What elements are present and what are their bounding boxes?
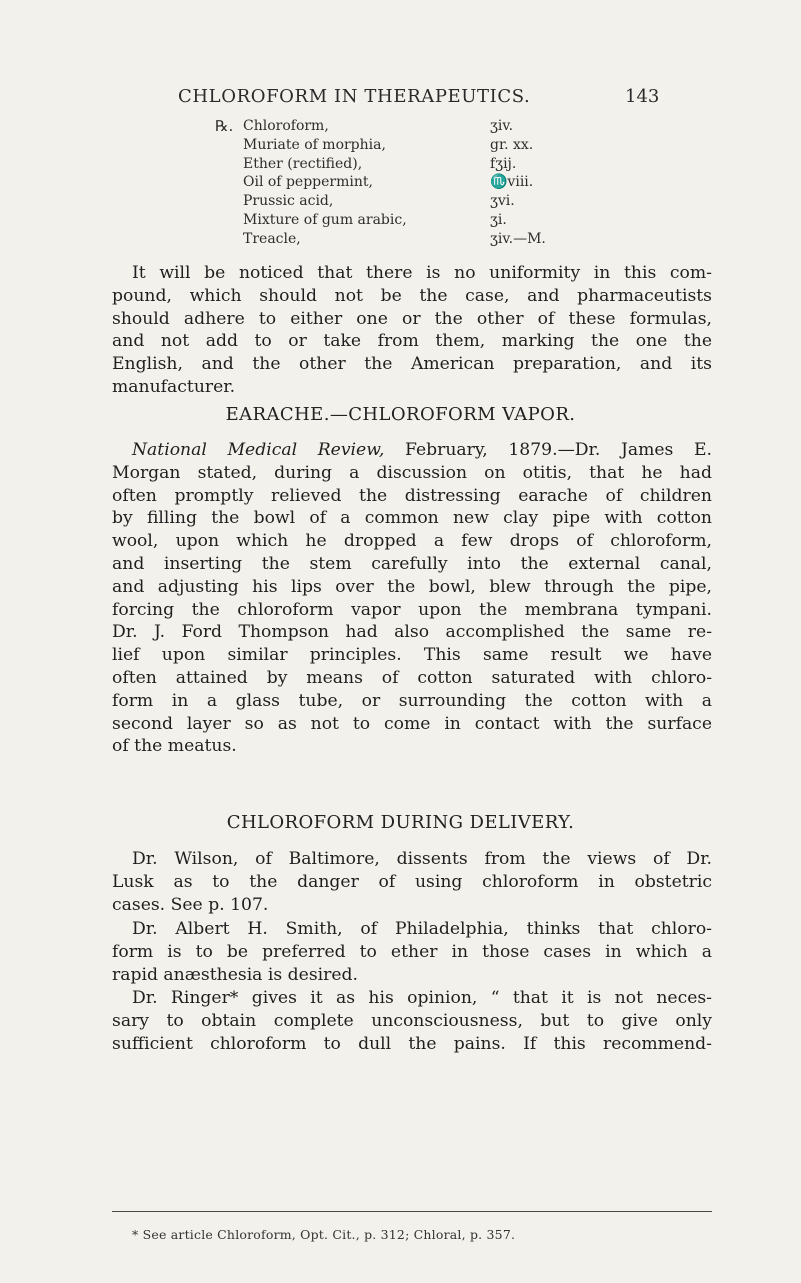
footnote: * See article Chloroform, Opt. Cit., p. 312; Chloral, p. 357. <box>132 1227 516 1242</box>
prescription-dose: fʒij. <box>490 155 517 172</box>
paragraph-line: It will be noticed that there is no uniformity in this com- <box>132 263 712 283</box>
prescription-row <box>215 230 615 249</box>
paragraph-line: often attained by means of cotton saturated with chloro- <box>112 667 712 688</box>
prescription-row <box>215 117 615 136</box>
paragraph-line: form is to be preferred to ether in those cases in which a <box>112 941 712 962</box>
prescription-row <box>215 211 615 230</box>
paragraph-line: Morgan stated, during a discussion on otitis, that he had <box>112 462 712 483</box>
prescription-dose: ʒiv.—M. <box>490 230 546 247</box>
paragraph-line: pound, which should not be the case, and pharmaceutists <box>112 285 712 306</box>
prescription-ingredient: Oil of peppermint, <box>243 174 373 191</box>
prescription-row <box>215 155 615 174</box>
paragraph-line: manufacturer. <box>112 376 236 397</box>
prescription-ingredient: Prussic acid, <box>243 193 334 210</box>
paragraph-line: rapid anæsthesia is desired. <box>112 964 359 985</box>
prescription-ingredient: Treacle, <box>243 230 301 247</box>
paragraph-line: form in a glass tube, or surrounding the cotton with a <box>112 690 712 711</box>
paragraph-line-rest: February, 1879.—Dr. James E. <box>384 440 712 460</box>
running-head: CHLOROFORM IN THERAPEUTICS. <box>178 86 531 107</box>
paragraph-line: and inserting the stem carefully into the external canal, <box>112 553 712 574</box>
prescription-row <box>215 192 615 211</box>
paragraph-line: by filling the bowl of a common new clay pipe with cotton <box>112 508 712 529</box>
page-header <box>0 86 801 114</box>
prescription-ingredient: Mixture of gum arabic, <box>243 211 407 228</box>
paragraph-line: English, and the other the American preparation, and its <box>112 354 712 375</box>
paragraph-line: and not add to or take from them, marking the one the <box>112 331 712 352</box>
paragraph-line: Dr. Wilson, of Baltimore, dissents from the views of Dr. <box>132 849 712 869</box>
prescription-ingredient: Chloroform, <box>243 118 329 134</box>
paragraph-line: cases. See p. 107. <box>112 894 269 915</box>
prescription-ingredient: Ether (rectified), <box>243 155 363 172</box>
paragraph-line: often promptly relieved the distressing earache of children <box>112 485 712 506</box>
footnote-divider <box>112 1211 712 1212</box>
prescription-ingredient: Muriate of morphia, <box>243 136 386 153</box>
prescription-dose: ʒvi. <box>490 193 515 210</box>
paragraph-line <box>112 439 712 462</box>
recipe-symbol: ℞. <box>215 117 234 135</box>
prescription-dose: ʒi. <box>490 211 507 228</box>
prescription-dose: ʒiv. <box>490 118 514 134</box>
prescription-dose: ♏viii. <box>490 174 534 191</box>
paragraph-line: Dr. J. Ford Thompson had also accomplished the same re- <box>112 622 712 643</box>
delivery-heading: CHLOROFORM DURING DELIVERY. <box>226 812 575 833</box>
earache-paragraph <box>112 439 712 758</box>
earache-heading: EARACHE.—CHLOROFORM VAPOR. <box>225 404 576 425</box>
page-number: 143 <box>625 86 660 107</box>
paragraph-line: Dr. Albert H. Smith, of Philadelphia, thinks that chloro- <box>132 919 712 939</box>
wilson-paragraph <box>112 848 712 916</box>
prescription-row <box>215 173 615 192</box>
paragraph-line: of the meatus. <box>112 736 237 757</box>
paragraph-line: Lusk as to the danger of using chloroform in obstetric <box>112 871 712 892</box>
prescription-dose: gr. xx. <box>490 136 534 153</box>
paragraph-line: second layer so as not to come in contact with the surface <box>112 713 712 734</box>
smith-paragraph <box>112 918 712 986</box>
paragraph-line: lief upon similar principles. This same result we have <box>112 645 712 666</box>
paragraph-line: wool, upon which he dropped a few drops of chloroform, <box>112 531 712 552</box>
paragraph-line: and adjusting his lips over the bowl, blew through the pipe, <box>112 576 712 597</box>
paragraph-line: sary to obtain complete unconsciousness, but to give only <box>112 1010 712 1031</box>
journal-title: National Medical Review, <box>132 440 385 460</box>
ringer-paragraph <box>112 987 712 1055</box>
uniformity-paragraph <box>112 262 712 399</box>
paragraph-line: should adhere to either one or the other of these formulas, <box>112 308 712 329</box>
paragraph-line: sufficient chloroform to dull the pains. If this recommend- <box>112 1033 712 1054</box>
paragraph-line: forcing the chloroform vapor upon the membrana tympani. <box>112 599 712 620</box>
prescription-row <box>215 136 615 155</box>
paragraph-line: Dr. Ringer* gives it as his opinion, “ that it is not neces- <box>132 988 712 1008</box>
prescription <box>215 117 615 249</box>
